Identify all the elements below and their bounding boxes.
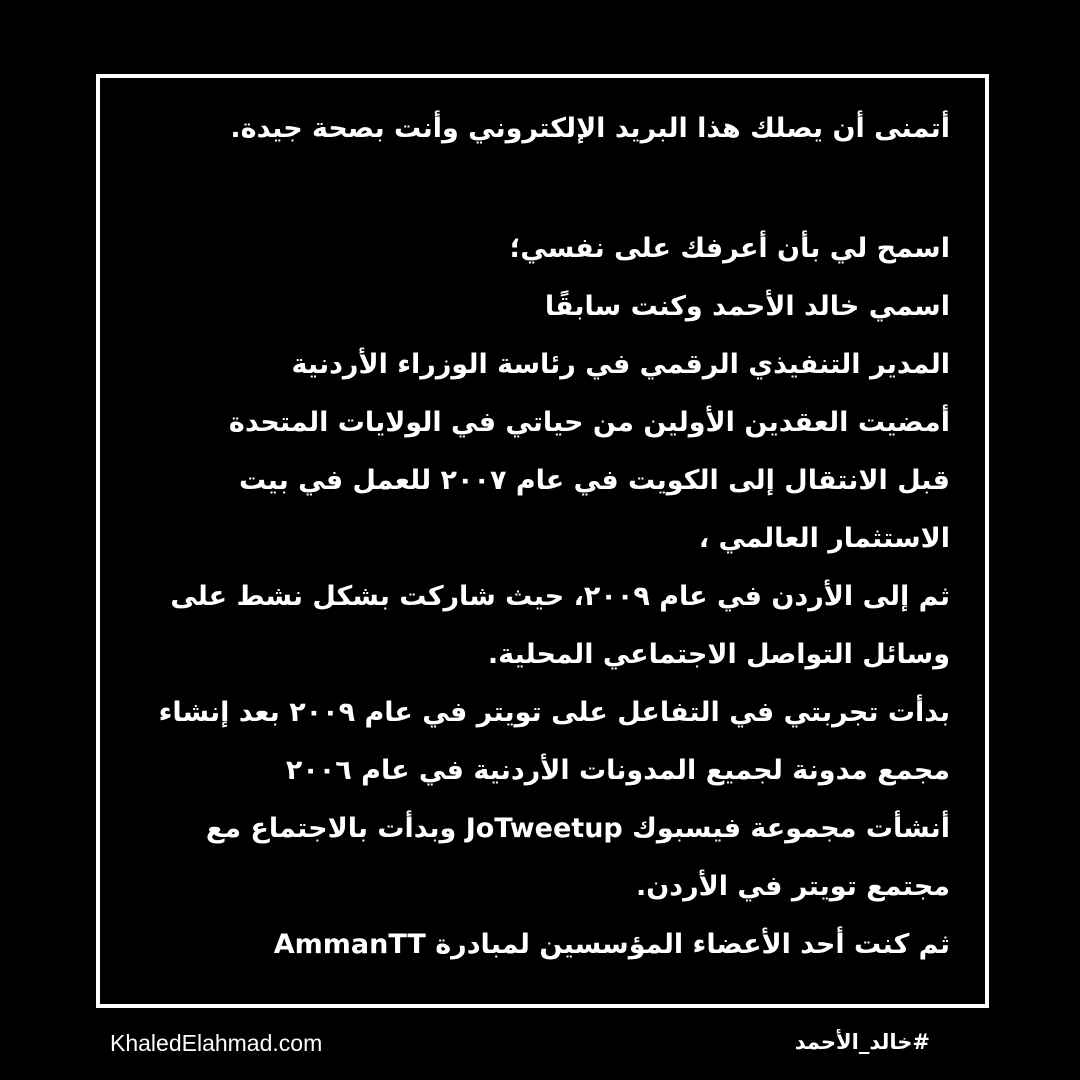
body-line: مجتمع تويتر في الأردن. (635, 871, 950, 902)
body-line: ثم كنت أحد الأعضاء المؤسسين لمبادرة AmmanTT (273, 929, 950, 960)
body-line: المدير التنفيذي الرقمي في رئاسة الوزراء الأردنية (291, 349, 950, 380)
body-line: قبل الانتقال إلى الكويت في عام ٢٠٠٧ للعمل في بيت (238, 465, 950, 496)
body-line: أمضيت العقدين الأولين من حياتي في الولايات المتحدة (228, 407, 950, 438)
body-line: الاستثمار العالمي ، (698, 523, 950, 554)
website-link[interactable]: KhaledElahmad.com (110, 1030, 323, 1056)
hashtag: #خالد_الأحمد (794, 1030, 930, 1054)
body-line: وسائل التواصل الاجتماعي المحلية. (487, 639, 950, 670)
body-line: مجمع مدونة لجميع المدونات الأردنية في عام ٢٠٠٦ (285, 755, 950, 786)
message-body (130, 100, 950, 974)
body-line: ثم إلى الأردن في عام ٢٠٠٩، حيث شاركت بشكل نشط على (170, 581, 950, 612)
body-line: اسمي خالد الأحمد وكنت سابقًا (544, 291, 950, 322)
body-line: أنشأت مجموعة فيسبوك JoTweetup وبدأت بالاجتماع مع (205, 813, 950, 844)
blank-spacer (130, 158, 950, 220)
greeting-line: أتمنى أن يصلك هذا البريد الإلكتروني وأنت بصحة جيدة. (230, 113, 950, 144)
body-line: اسمح لي بأن أعرفك على نفسي؛ (509, 233, 950, 264)
body-line: بدأت تجربتي في التفاعل على تويتر في عام ٢٠٠٩ بعد إنشاء (158, 697, 950, 728)
